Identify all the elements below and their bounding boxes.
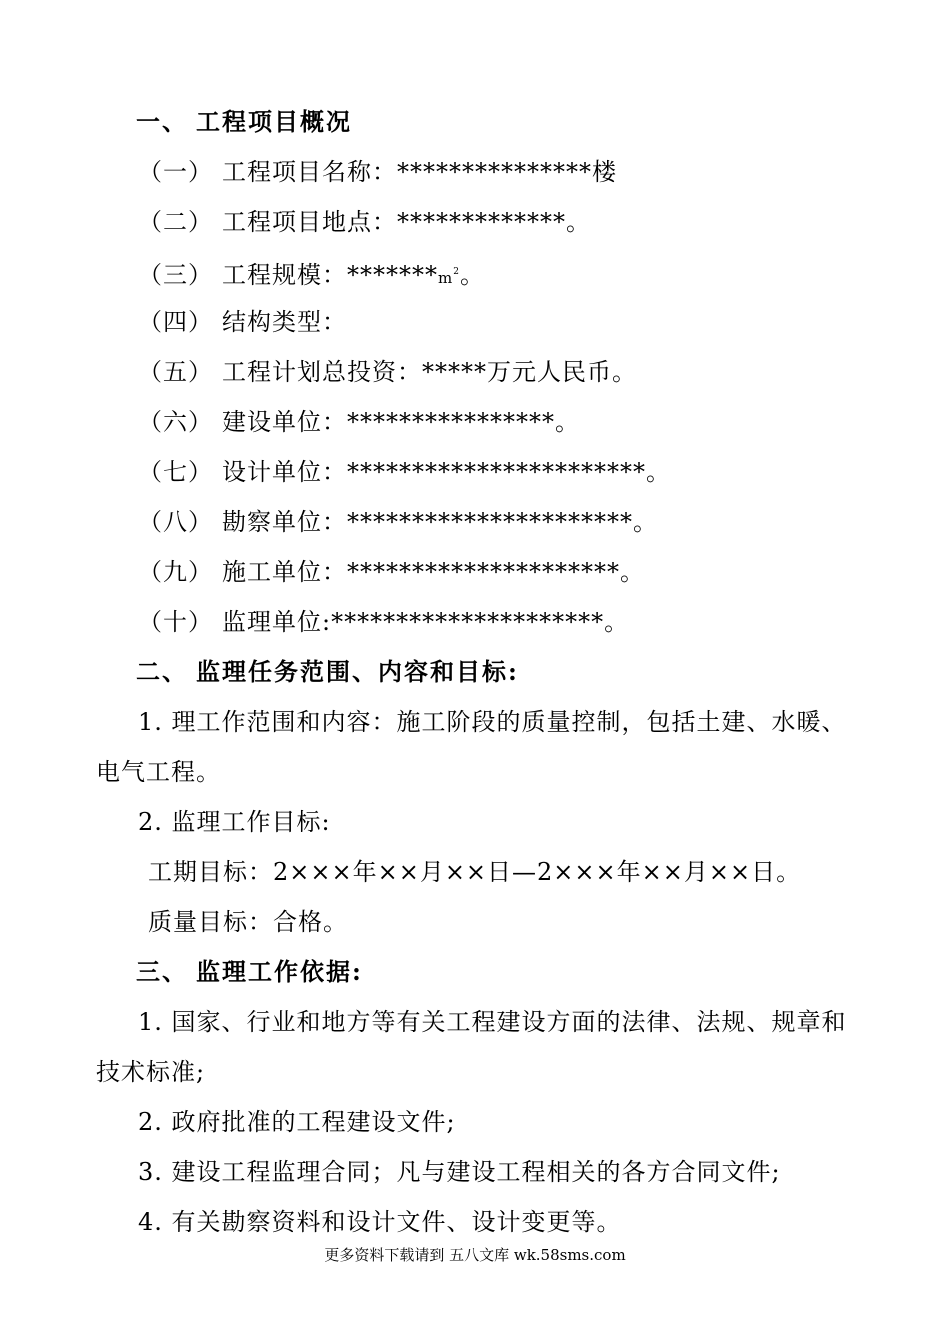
- goal-paragraph: 2. 监理工作目标:: [138, 808, 331, 836]
- item-number: （九）: [138, 558, 213, 586]
- section-3-title: 监理工作依据:: [196, 957, 363, 986]
- item-text-end: 。: [459, 261, 485, 289]
- section-2-title: 监理任务范围、内容和目标:: [196, 657, 519, 686]
- item-text: 结构类型：: [222, 308, 347, 336]
- basis-item-1-line-2: 技术标准;: [96, 1058, 206, 1086]
- basis-item-2: 2. 政府批准的工程建设文件;: [138, 1108, 456, 1136]
- project-item-2: [138, 206, 591, 238]
- item-text: 监理单位:*********************。: [222, 608, 630, 636]
- section-2-number: 二、: [136, 657, 188, 686]
- section-1-heading: [136, 106, 352, 138]
- project-item-5: [138, 356, 637, 388]
- project-item-7: [138, 456, 671, 488]
- item-number: （七）: [138, 458, 213, 486]
- basis-item-1-line-1: 1. 国家、行业和地方等有关工程建设方面的法律、法规、规章和: [138, 1008, 847, 1036]
- project-item-9: [138, 556, 645, 588]
- project-item-6: [138, 406, 580, 438]
- section-2-heading: [136, 656, 519, 688]
- area-unit-exponent: 2: [453, 267, 460, 277]
- item-number: （八）: [138, 508, 213, 536]
- item-number: （六）: [138, 408, 213, 436]
- project-item-10: [138, 606, 629, 638]
- item-number: （三）: [138, 261, 213, 289]
- item-text: 工程计划总投资：*****万元人民币。: [222, 358, 637, 386]
- section-3-number: 三、: [136, 957, 188, 986]
- item-text: 工程规模：*******: [222, 261, 438, 289]
- section-1-number: 一、: [136, 107, 188, 136]
- project-item-8: [138, 506, 658, 538]
- item-number: （四）: [138, 308, 213, 336]
- basis-item-3: 3. 建设工程监理合同；凡与建设工程相关的各方合同文件;: [138, 1158, 781, 1186]
- project-item-3: [138, 256, 485, 294]
- page-footer: 更多资料下载请到 五八文库 wk.58sms.com: [324, 1246, 626, 1264]
- item-number: （二）: [138, 208, 213, 236]
- scope-paragraph-line-2: 电气工程。: [96, 758, 221, 786]
- section-3-heading: [136, 956, 363, 988]
- item-text: 工程项目地点：*************。: [222, 208, 591, 236]
- basis-item-4: 4. 有关勘察资料和设计文件、设计变更等。: [138, 1208, 622, 1236]
- item-number: （十）: [138, 608, 213, 636]
- item-number: （一）: [138, 158, 213, 186]
- schedule-goal: 工期目标：2×××年××月××日—2×××年××月××日。: [148, 858, 802, 886]
- item-text: 设计单位：***********************。: [222, 458, 671, 486]
- item-text: 施工单位：*********************。: [222, 558, 645, 586]
- quality-goal: 质量目标：合格。: [148, 908, 348, 936]
- scope-paragraph-line-1: 1. 理工作范围和内容：施工阶段的质量控制，包括土建、水暖、: [138, 708, 847, 736]
- item-text: 勘察单位：**********************。: [222, 508, 658, 536]
- section-1-title: 工程项目概况: [196, 107, 352, 136]
- item-number: （五）: [138, 358, 213, 386]
- project-item-1: [138, 156, 617, 188]
- project-item-4: [138, 306, 347, 338]
- item-text: 建设单位：****************。: [222, 408, 580, 436]
- item-text: 工程项目名称：***************楼: [222, 158, 617, 186]
- area-unit: m: [438, 269, 454, 287]
